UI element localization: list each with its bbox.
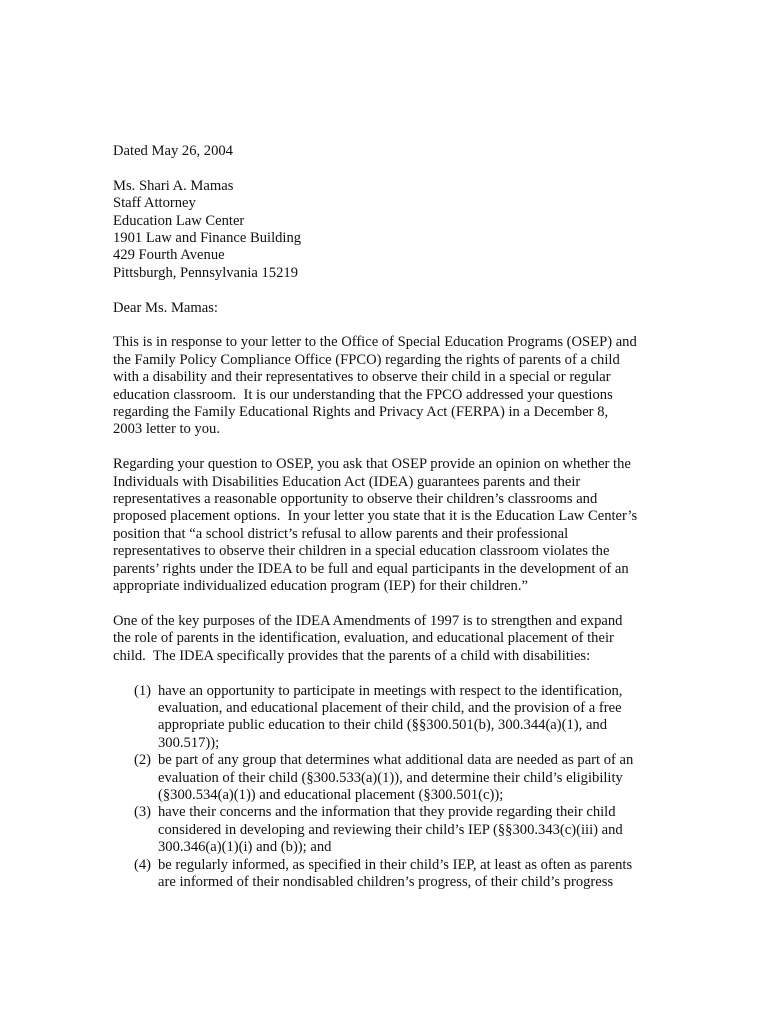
list-item-line: have their concerns and the information that they provide regarding their child — [158, 804, 616, 821]
address-line: Ms. Shari A. Mamas — [113, 177, 234, 194]
list-item — [134, 857, 633, 892]
address-line: Pittsburgh, Pennsylvania 15219 — [113, 264, 298, 281]
list-item-line: considered in developing and reviewing their child’s IEP (§§300.343(c)(iii) and — [158, 821, 623, 838]
address-line: Staff Attorney — [113, 195, 196, 212]
paragraph-line: education classroom. It is our understanding that the FPCO addressed your questions — [113, 386, 613, 403]
paragraph-line: Regarding your question to OSEP, you ask that OSEP provide an opinion on whether the — [113, 456, 631, 473]
list-item-line: have an opportunity to participate in meetings with respect to the identification, — [158, 682, 623, 699]
address-line: 1901 Law and Finance Building — [113, 230, 302, 247]
list-item-line: appropriate public education to their child (§§300.501(b), 300.344(a)(1), and — [158, 717, 608, 734]
list-item-line: be part of any group that determines what additional data are needed as part of an — [158, 752, 634, 769]
paragraph-line: representatives to observe their children in a special education classroom violates the — [113, 543, 610, 560]
paragraph-line: position that “a school district’s refusal to allow parents and their professional — [113, 525, 569, 542]
paragraph-line: parents’ rights under the IDEA to be full and equal participants in the development of an — [113, 560, 629, 577]
address-line: 429 Fourth Avenue — [113, 247, 225, 264]
paragraph-line: regarding the Family Educational Rights and Privacy Act (FERPA) in a December 8, — [113, 404, 609, 421]
parent-rights-list — [134, 683, 633, 892]
paragraph-line: representatives a reasonable opportunity to observe their children’s classrooms and — [113, 491, 598, 508]
list-item-line: be regularly informed, as specified in their child’s IEP, at least as often as parents — [158, 856, 633, 873]
list-item-number: (2) — [134, 752, 152, 769]
list-item-number: (4) — [134, 856, 152, 873]
paragraph-line: the Family Policy Compliance Office (FPCO) regarding the rights of parents of a child — [113, 351, 620, 368]
paragraph — [113, 613, 633, 665]
list-item-line: evaluation, and educational placement of their child, and the provision of a free — [158, 699, 622, 716]
paragraph-line: child. The IDEA specifically provides that the parents of a child with disabilities: — [113, 647, 591, 664]
list-item-line: (§300.534(a)(1)) and educational placement (§300.501(c)); — [158, 786, 504, 803]
paragraph — [113, 334, 637, 438]
list-item-line: evaluation of their child (§300.533(a)(1)), and determine their child’s eligibility — [158, 769, 623, 786]
address-line: Education Law Center — [113, 212, 245, 229]
paragraph-line: This is in response to your letter to the Office of Special Education Programs (OSEP) and — [113, 334, 637, 351]
letter-body — [113, 143, 638, 891]
paragraph-line: the role of parents in the identification, evaluation, and educational placement of their — [113, 630, 614, 647]
list-item — [134, 683, 633, 753]
list-item-line: 300.346(a)(1)(i) and (b)); and — [158, 839, 332, 856]
paragraph-line: One of the key purposes of the IDEA Amendments of 1997 is to strengthen and expand — [113, 612, 623, 629]
list-item — [134, 752, 633, 804]
paragraph-line: proposed placement options. In your letter you state that it is the Education Law Center’s — [113, 508, 638, 525]
salutation: Dear Ms. Mamas: — [113, 299, 218, 316]
paragraph-line: with a disability and their representatives to observe their child in a special or regular — [113, 369, 611, 386]
list-item — [134, 804, 633, 856]
list-item-line: are informed of their nondisabled children’s progress, of their child’s progress — [158, 873, 614, 890]
paragraph-line: appropriate individualized education program (IEP) for their children.” — [113, 578, 528, 595]
list-item-number: (1) — [134, 682, 152, 699]
paragraph-line: Individuals with Disabilities Education Act (IDEA) guarantees parents and their — [113, 473, 581, 490]
paragraph-line: 2003 letter to you. — [113, 421, 221, 438]
list-item-number: (3) — [134, 804, 152, 821]
date-line: Dated May 26, 2004 — [113, 143, 233, 159]
paragraph — [113, 456, 638, 595]
recipient-address — [113, 178, 633, 282]
list-item-line: 300.517)); — [158, 734, 220, 751]
